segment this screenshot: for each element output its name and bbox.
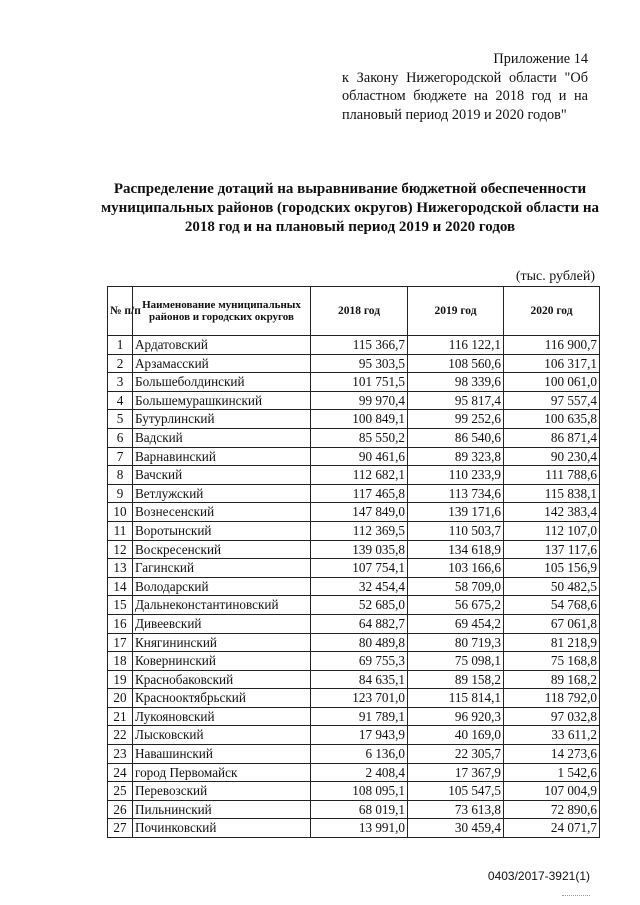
value-2018: 90 461,6	[311, 447, 408, 466]
value-2018: 112 682,1	[311, 466, 408, 485]
header-name: Наименование муниципальных районов и городских округов	[133, 287, 311, 336]
appendix-number: Приложение 14	[493, 51, 588, 67]
district-name: Вачский	[133, 466, 311, 485]
value-2018: 69 755,3	[311, 652, 408, 671]
header-2018: 2018 год	[311, 287, 408, 336]
district-name: Лукояновский	[133, 707, 311, 726]
value-2019: 110 503,7	[408, 521, 504, 540]
value-2020: 14 273,6	[504, 745, 600, 764]
district-name: Навашинский	[133, 745, 311, 764]
table-row	[108, 596, 600, 615]
value-2019: 86 540,6	[408, 428, 504, 447]
value-2020: 33 611,2	[504, 726, 600, 745]
value-2019: 95 817,4	[408, 391, 504, 410]
value-2019: 116 122,1	[408, 336, 504, 355]
row-number: 13	[108, 559, 133, 578]
value-2018: 64 882,7	[311, 614, 408, 633]
value-2018: 68 019,1	[311, 800, 408, 819]
value-2018: 32 454,4	[311, 577, 408, 596]
value-2018: 117 465,8	[311, 484, 408, 503]
value-2020: 50 482,5	[504, 577, 600, 596]
header-number: № п/п	[108, 287, 133, 336]
row-number: 15	[108, 596, 133, 615]
table-row	[108, 782, 600, 801]
value-2019: 56 675,2	[408, 596, 504, 615]
district-name: Володарский	[133, 577, 311, 596]
district-name: Вадский	[133, 428, 311, 447]
scan-artifact	[562, 895, 590, 898]
table-row	[108, 447, 600, 466]
row-number: 8	[108, 466, 133, 485]
value-2019: 110 233,9	[408, 466, 504, 485]
value-2020: 24 071,7	[504, 819, 600, 838]
row-number: 6	[108, 428, 133, 447]
value-2019: 105 547,5	[408, 782, 504, 801]
row-number: 5	[108, 410, 133, 429]
value-2019: 89 158,2	[408, 670, 504, 689]
district-name: Лысковский	[133, 726, 311, 745]
value-2019: 80 719,3	[408, 633, 504, 652]
row-number: 11	[108, 521, 133, 540]
value-2020: 142 383,4	[504, 503, 600, 522]
row-number: 2	[108, 354, 133, 373]
table-row	[108, 763, 600, 782]
row-number: 24	[108, 763, 133, 782]
value-2019: 98 339,6	[408, 373, 504, 392]
district-name: Дальнеконстантиновский	[133, 596, 311, 615]
subsidies-table	[107, 286, 600, 838]
value-2019: 40 169,0	[408, 726, 504, 745]
table-row	[108, 354, 600, 373]
district-name: Гагинский	[133, 559, 311, 578]
row-number: 18	[108, 652, 133, 671]
value-2019: 108 560,6	[408, 354, 504, 373]
table-row	[108, 540, 600, 559]
value-2018: 80 489,8	[311, 633, 408, 652]
header-2019: 2019 год	[408, 287, 504, 336]
table-row	[108, 466, 600, 485]
district-name: Починковский	[133, 819, 311, 838]
value-2018: 147 849,0	[311, 503, 408, 522]
table-row	[108, 503, 600, 522]
table-row	[108, 745, 600, 764]
value-2018: 107 754,1	[311, 559, 408, 578]
value-2018: 91 789,1	[311, 707, 408, 726]
district-name: Княгининский	[133, 633, 311, 652]
value-2020: 90 230,4	[504, 447, 600, 466]
district-name: Воскресенский	[133, 540, 311, 559]
row-number: 14	[108, 577, 133, 596]
table-row	[108, 707, 600, 726]
value-2019: 75 098,1	[408, 652, 504, 671]
value-2020: 106 317,1	[504, 354, 600, 373]
value-2019: 22 305,7	[408, 745, 504, 764]
table-row	[108, 614, 600, 633]
row-number: 1	[108, 336, 133, 355]
value-2018: 13 991,0	[311, 819, 408, 838]
table-row	[108, 484, 600, 503]
value-2019: 17 367,9	[408, 763, 504, 782]
document-code: 0403/2017-3921(1)	[487, 869, 590, 883]
value-2020: 137 117,6	[504, 540, 600, 559]
value-2018: 17 943,9	[311, 726, 408, 745]
district-name: Ковернинский	[133, 652, 311, 671]
value-2020: 115 838,1	[504, 484, 600, 503]
district-name: Пильнинский	[133, 800, 311, 819]
value-2018: 52 685,0	[311, 596, 408, 615]
value-2019: 139 171,6	[408, 503, 504, 522]
row-number: 4	[108, 391, 133, 410]
row-number: 16	[108, 614, 133, 633]
table-row	[108, 689, 600, 708]
row-number: 9	[108, 484, 133, 503]
district-name: Вознесенский	[133, 503, 311, 522]
district-name: Бутурлинский	[133, 410, 311, 429]
value-2019: 73 613,8	[408, 800, 504, 819]
row-number: 7	[108, 447, 133, 466]
district-name: Дивеевский	[133, 614, 311, 633]
value-2020: 97 032,8	[504, 707, 600, 726]
table-row	[108, 652, 600, 671]
value-2018: 101 751,5	[311, 373, 408, 392]
appendix-law-reference: к Закону Нижегородской области "Об областном бюджете на 2018 год и на плановый период 2019 и 2020 годов"	[342, 69, 588, 123]
table-body	[108, 336, 600, 838]
row-number: 21	[108, 707, 133, 726]
district-name: Ардатовский	[133, 336, 311, 355]
row-number: 10	[108, 503, 133, 522]
district-name: Большемурашкинский	[133, 391, 311, 410]
value-2020: 67 061,8	[504, 614, 600, 633]
value-2020: 89 168,2	[504, 670, 600, 689]
district-name: Воротынский	[133, 521, 311, 540]
table-row	[108, 559, 600, 578]
district-name: Арзамасский	[133, 354, 311, 373]
value-2018: 139 035,8	[311, 540, 408, 559]
value-2020: 105 156,9	[504, 559, 600, 578]
table-header-row	[108, 287, 600, 336]
table-row	[108, 373, 600, 392]
value-2019: 99 252,6	[408, 410, 504, 429]
row-number: 12	[108, 540, 133, 559]
value-2020: 86 871,4	[504, 428, 600, 447]
value-2020: 100 635,8	[504, 410, 600, 429]
value-2019: 58 709,0	[408, 577, 504, 596]
district-name: Перевозский	[133, 782, 311, 801]
table-row	[108, 577, 600, 596]
row-number: 25	[108, 782, 133, 801]
header-2020: 2020 год	[504, 287, 600, 336]
district-name: Краснобаковский	[133, 670, 311, 689]
value-2019: 113 734,6	[408, 484, 504, 503]
row-number: 3	[108, 373, 133, 392]
table-row	[108, 428, 600, 447]
value-2020: 116 900,7	[504, 336, 600, 355]
district-name: город Первомайск	[133, 763, 311, 782]
value-2020: 97 557,4	[504, 391, 600, 410]
value-2020: 107 004,9	[504, 782, 600, 801]
value-2020: 100 061,0	[504, 373, 600, 392]
value-2018: 6 136,0	[311, 745, 408, 764]
table-row	[108, 633, 600, 652]
table-row	[108, 670, 600, 689]
table-row	[108, 410, 600, 429]
value-2020: 118 792,0	[504, 689, 600, 708]
value-2020: 112 107,0	[504, 521, 600, 540]
value-2020: 72 890,6	[504, 800, 600, 819]
value-2020: 1 542,6	[504, 763, 600, 782]
value-2018: 123 701,0	[311, 689, 408, 708]
table-row	[108, 521, 600, 540]
district-name: Варнавинский	[133, 447, 311, 466]
district-name: Ветлужский	[133, 484, 311, 503]
district-name: Краснооктябрьский	[133, 689, 311, 708]
value-2020: 75 168,8	[504, 652, 600, 671]
row-number: 23	[108, 745, 133, 764]
table-row	[108, 726, 600, 745]
row-number: 26	[108, 800, 133, 819]
value-2019: 115 814,1	[408, 689, 504, 708]
value-2018: 108 095,1	[311, 782, 408, 801]
district-name: Большеболдинский	[133, 373, 311, 392]
value-2018: 115 366,7	[311, 336, 408, 355]
row-number: 20	[108, 689, 133, 708]
value-2018: 99 970,4	[311, 391, 408, 410]
value-2020: 81 218,9	[504, 633, 600, 652]
value-2019: 103 166,6	[408, 559, 504, 578]
value-2018: 100 849,1	[311, 410, 408, 429]
row-number: 19	[108, 670, 133, 689]
value-2019: 69 454,2	[408, 614, 504, 633]
value-2020: 111 788,6	[504, 466, 600, 485]
table-row	[108, 391, 600, 410]
value-2020: 54 768,6	[504, 596, 600, 615]
value-2019: 89 323,8	[408, 447, 504, 466]
value-2018: 2 408,4	[311, 763, 408, 782]
value-2019: 96 920,3	[408, 707, 504, 726]
document-title: Распределение дотаций на выравнивание бюджетной обеспеченности муниципальных районов (городских округов) Нижегородской области на 2018 год и на плановый период 2019 и 2020 годов	[100, 181, 600, 235]
value-2018: 84 635,1	[311, 670, 408, 689]
value-2018: 112 369,5	[311, 521, 408, 540]
table-row	[108, 800, 600, 819]
value-2019: 134 618,9	[408, 540, 504, 559]
row-number: 17	[108, 633, 133, 652]
table-row	[108, 819, 600, 838]
row-number: 22	[108, 726, 133, 745]
value-2018: 85 550,2	[311, 428, 408, 447]
table-row	[108, 336, 600, 355]
value-2019: 30 459,4	[408, 819, 504, 838]
appendix-block	[342, 50, 588, 124]
units-label: (тыс. рублей)	[515, 269, 595, 284]
value-2018: 95 303,5	[311, 354, 408, 373]
row-number: 27	[108, 819, 133, 838]
